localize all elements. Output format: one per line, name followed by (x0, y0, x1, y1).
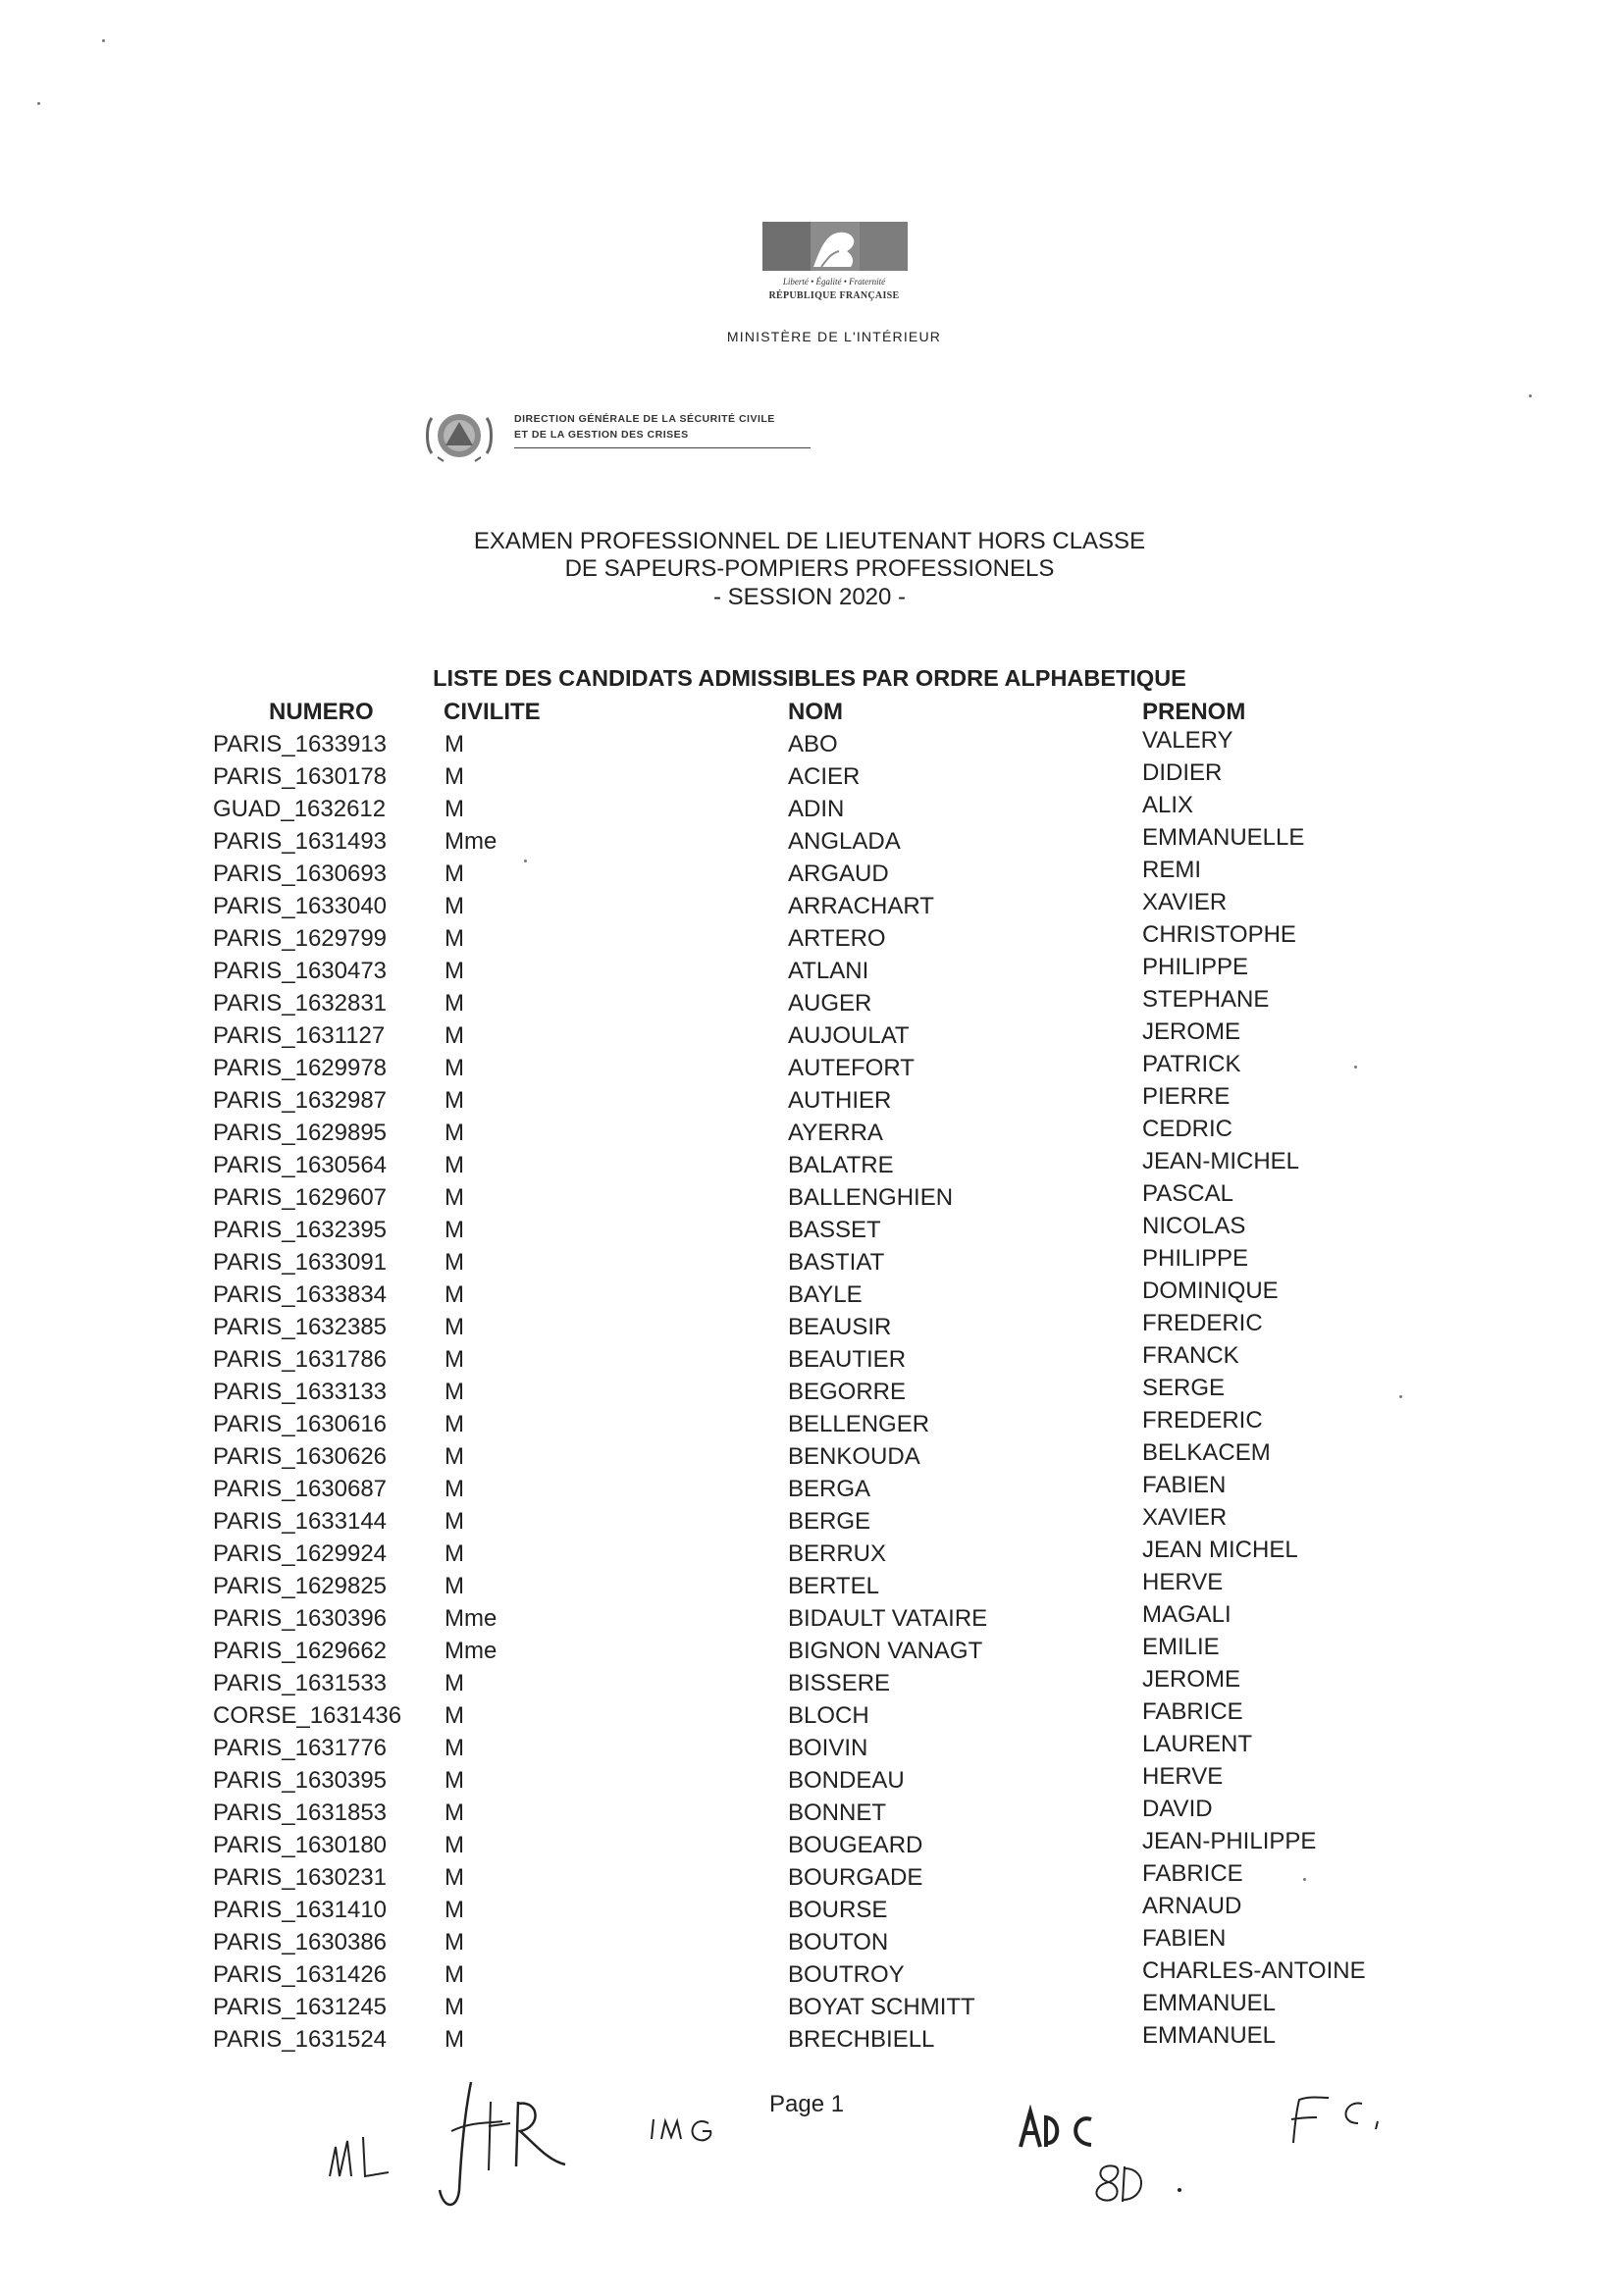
handwritten-signature-jfr (432, 2072, 579, 2219)
cell-nom: ABO (788, 731, 838, 757)
table-row (0, 1957, 1624, 1994)
cell-prenom: JEAN MICHEL (1142, 1537, 1298, 1563)
cell-numero: PARIS_1630396 (213, 1605, 388, 1632)
cell-numero: PARIS_1631493 (213, 828, 388, 855)
column-header-prenom: PRENOM (1142, 699, 1246, 725)
cell-civilite: M (445, 1281, 464, 1308)
cell-civilite: M (445, 763, 464, 790)
cell-numero: PARIS_1633913 (213, 731, 388, 757)
direction-line-1: DIRECTION GÉNÉRALE DE LA SÉCURITÉ CIVILE (514, 413, 775, 425)
table-row (0, 1051, 1624, 1087)
cell-nom: BIDAULT VATAIRE (788, 1605, 988, 1632)
cell-prenom: BELKACEM (1142, 1439, 1271, 1466)
cell-civilite: M (445, 1120, 464, 1146)
cell-civilite: M (445, 1346, 464, 1373)
cell-numero: PARIS_1630616 (213, 1411, 388, 1437)
table-row (0, 1828, 1624, 1864)
page-number: Page 1 (769, 2091, 845, 2117)
cell-numero: PARIS_1633133 (213, 1379, 388, 1405)
cell-prenom: PHILIPPE (1142, 954, 1249, 980)
column-header-civilite: CIVILITE (444, 699, 541, 725)
cell-nom: BERTEL (788, 1573, 879, 1599)
cell-nom: ARGAUD (788, 860, 889, 887)
cell-nom: BEGORRE (788, 1379, 907, 1405)
table-row (0, 1925, 1624, 1961)
table-row (0, 1504, 1624, 1540)
cell-numero: GUAD_1632612 (213, 796, 387, 822)
table-row (0, 986, 1624, 1022)
cell-prenom: EMMANUEL (1142, 1990, 1277, 2016)
cell-civilite: M (445, 1055, 464, 1081)
scan-speck (37, 102, 40, 105)
cell-nom: AUTHIER (788, 1087, 892, 1114)
table-row (0, 1277, 1624, 1314)
republique-label: RÉPUBLIQUE FRANÇAISE (768, 290, 900, 301)
cell-numero: PARIS_1631127 (213, 1022, 386, 1049)
table-row (0, 824, 1624, 860)
column-header-nom: NOM (788, 699, 843, 725)
republique-devise: Liberté • Égalité • Fraternité (782, 277, 886, 287)
cell-prenom: XAVIER (1142, 1504, 1228, 1531)
cell-nom: ANGLADA (788, 828, 901, 855)
cell-prenom: ALIX (1142, 792, 1194, 818)
table-row (0, 1860, 1624, 1897)
cell-prenom: FREDERIC (1142, 1407, 1263, 1434)
table-row (0, 1083, 1624, 1120)
cell-prenom: CHARLES-ANTOINE (1142, 1957, 1366, 1984)
cell-civilite: M (445, 1864, 464, 1891)
cell-civilite: M (445, 1799, 464, 1826)
cell-prenom: HERVE (1142, 1763, 1224, 1790)
cell-civilite: M (445, 1184, 464, 1211)
scan-speck (1303, 1878, 1306, 1881)
cell-nom: BONNET (788, 1799, 887, 1826)
cell-civilite: M (445, 1961, 464, 1988)
cell-nom: BERGA (788, 1476, 871, 1502)
cell-civilite: M (445, 1314, 464, 1340)
table-row (0, 2022, 1624, 2059)
cell-prenom: JEROME (1142, 1018, 1241, 1045)
cell-numero: PARIS_1632987 (213, 1087, 388, 1114)
cell-numero: PARIS_1631776 (213, 1735, 388, 1761)
scan-speck (1399, 1395, 1402, 1398)
ministere-label: MINISTÈRE DE L'INTÉRIEUR (726, 329, 942, 344)
cell-nom: BOUTROY (788, 1961, 905, 1988)
cell-civilite: M (445, 1735, 464, 1761)
cell-prenom: STEPHANE (1142, 986, 1270, 1013)
table-row (0, 727, 1624, 763)
cell-civilite: M (445, 1022, 464, 1049)
cell-nom: BERRUX (788, 1540, 887, 1567)
cell-nom: ACIER (788, 763, 861, 790)
cell-numero: PARIS_1631533 (213, 1670, 388, 1696)
cell-prenom: FABRICE (1142, 1698, 1243, 1725)
cell-prenom: PASCAL (1142, 1180, 1233, 1207)
republique-francaise-logo (762, 222, 908, 271)
cell-civilite: M (445, 990, 464, 1017)
cell-numero: PARIS_1630693 (213, 860, 388, 887)
cell-nom: BONDEAU (788, 1767, 905, 1794)
cell-prenom: CHRISTOPHE (1142, 921, 1296, 948)
cell-civilite: M (445, 1249, 464, 1276)
cell-civilite: M (445, 1152, 464, 1178)
scan-speck (102, 39, 105, 42)
table-row (0, 1731, 1624, 1767)
handwritten-initials-ml (324, 2119, 402, 2188)
cell-civilite: M (445, 1832, 464, 1858)
cell-numero: PARIS_1630231 (213, 1864, 388, 1891)
cell-prenom: DIDIER (1142, 759, 1223, 786)
cell-prenom: FABRICE (1142, 1860, 1243, 1887)
cell-nom: BENKOUDA (788, 1443, 920, 1470)
cell-nom: AUGER (788, 990, 872, 1017)
cell-prenom: JEAN-PHILIPPE (1142, 1828, 1317, 1854)
cell-civilite: M (445, 1897, 464, 1923)
cell-numero: PARIS_1629662 (213, 1638, 388, 1664)
cell-nom: BALLENGHIEN (788, 1184, 954, 1211)
table-row (0, 1310, 1624, 1346)
cell-prenom: VALERY (1142, 727, 1233, 754)
document-title-line-2: DE SAPEURS-POMPIERS PROFESSIONELS (564, 555, 1055, 582)
cell-nom: BEAUSIR (788, 1314, 892, 1340)
cell-prenom: REMI (1142, 857, 1201, 883)
cell-numero: PARIS_1629924 (213, 1540, 388, 1567)
cell-prenom: NICOLAS (1142, 1213, 1246, 1239)
cell-numero: PARIS_1633091 (213, 1249, 388, 1276)
cell-nom: ARRACHART (788, 893, 934, 919)
cell-prenom: FABIEN (1142, 1925, 1227, 1952)
cell-prenom: FABIEN (1142, 1472, 1227, 1498)
cell-prenom: EMILIE (1142, 1634, 1220, 1660)
cell-nom: ATLANI (788, 958, 869, 984)
cell-prenom: ARNAUD (1142, 1893, 1242, 1919)
table-row (0, 1569, 1624, 1605)
scan-speck (524, 860, 527, 862)
scan-speck (1354, 1066, 1357, 1069)
cell-prenom: XAVIER (1142, 889, 1228, 915)
cell-numero: CORSE_1631436 (213, 1702, 402, 1729)
cell-numero: PARIS_1633144 (213, 1508, 388, 1535)
table-row (0, 1990, 1624, 2026)
table-row (0, 1116, 1624, 1152)
cell-civilite: M (445, 1476, 464, 1502)
handwritten-initials-adc (1017, 2104, 1105, 2153)
cell-numero: PARIS_1632395 (213, 1217, 388, 1243)
cell-numero: PARIS_1631853 (213, 1799, 388, 1826)
cell-prenom: LAURENT (1142, 1731, 1253, 1757)
cell-prenom: DOMINIQUE (1142, 1277, 1279, 1304)
cell-nom: BOURSE (788, 1897, 888, 1923)
cell-nom: BEAUTIER (788, 1346, 907, 1373)
cell-prenom: EMMANUELLE (1142, 824, 1305, 851)
scan-speck (1529, 394, 1532, 397)
cell-numero: PARIS_1630178 (213, 763, 388, 790)
securite-civile-logo (420, 404, 498, 467)
cell-civilite: M (445, 1702, 464, 1729)
cell-numero: PARIS_1630180 (213, 1832, 388, 1858)
cell-nom: BISSERE (788, 1670, 891, 1696)
cell-numero: PARIS_1631786 (213, 1346, 388, 1373)
table-row (0, 857, 1624, 893)
cell-prenom: FRANCK (1142, 1342, 1239, 1369)
cell-civilite: M (445, 1508, 464, 1535)
column-header-numero: NUMERO (269, 699, 374, 725)
table-row (0, 1245, 1624, 1281)
cell-numero: PARIS_1629978 (213, 1055, 388, 1081)
cell-civilite: Mme (445, 828, 498, 855)
table-row (0, 954, 1624, 990)
cell-nom: BERGE (788, 1508, 871, 1535)
cell-civilite: M (445, 1087, 464, 1114)
direction-divider (514, 447, 811, 448)
table-row (0, 1342, 1624, 1379)
cell-civilite: M (445, 1540, 464, 1567)
cell-nom: BASSET (788, 1217, 881, 1243)
cell-civilite: M (445, 1929, 464, 1955)
cell-numero: PARIS_1629895 (213, 1120, 388, 1146)
cell-numero: PARIS_1633834 (213, 1281, 388, 1308)
cell-civilite: M (445, 1217, 464, 1243)
cell-nom: BOYAT SCHMITT (788, 1994, 975, 2020)
cell-prenom: SERGE (1142, 1375, 1226, 1401)
cell-numero: PARIS_1630473 (213, 958, 388, 984)
cell-civilite: Mme (445, 1638, 498, 1664)
table-row (0, 1634, 1624, 1670)
cell-prenom: DAVID (1142, 1796, 1213, 1822)
cell-prenom: MAGALI (1142, 1601, 1231, 1628)
cell-nom: BOUGEARD (788, 1832, 923, 1858)
cell-numero: PARIS_1632831 (213, 990, 388, 1017)
cell-prenom: EMMANUEL (1142, 2022, 1277, 2049)
cell-prenom: FREDERIC (1142, 1310, 1263, 1336)
cell-numero: PARIS_1630687 (213, 1476, 388, 1502)
table-row (0, 1601, 1624, 1638)
table-row (0, 1698, 1624, 1735)
cell-prenom: PHILIPPE (1142, 1245, 1249, 1272)
cell-nom: BALATRE (788, 1152, 894, 1178)
cell-civilite: Mme (445, 1605, 498, 1632)
cell-civilite: M (445, 1411, 464, 1437)
cell-numero: PARIS_1629607 (213, 1184, 388, 1211)
table-row (0, 921, 1624, 958)
handwritten-mark-8d (1085, 2157, 1193, 2212)
cell-nom: BAYLE (788, 1281, 863, 1308)
cell-nom: BIGNON VANAGT (788, 1638, 983, 1664)
cell-civilite: M (445, 958, 464, 984)
cell-nom: BOURGADE (788, 1864, 923, 1891)
cell-prenom: HERVE (1142, 1569, 1224, 1595)
table-row (0, 1180, 1624, 1217)
cell-nom: BLOCH (788, 1702, 869, 1729)
cell-nom: BOIVIN (788, 1735, 868, 1761)
handwritten-initials-mg (648, 2110, 726, 2149)
cell-civilite: M (445, 2026, 464, 2053)
cell-numero: PARIS_1632385 (213, 1314, 388, 1340)
cell-numero: PARIS_1630626 (213, 1443, 388, 1470)
document-title-line-1: EXAMEN PROFESSIONNEL DE LIEUTENANT HORS CLASSE (473, 528, 1146, 554)
cell-civilite: M (445, 860, 464, 887)
cell-nom: BELLENGER (788, 1411, 930, 1437)
cell-numero: PARIS_1631410 (213, 1897, 388, 1923)
table-row (0, 1796, 1624, 1832)
cell-civilite: M (445, 796, 464, 822)
cell-civilite: M (445, 1443, 464, 1470)
table-row (0, 1763, 1624, 1799)
cell-civilite: M (445, 1994, 464, 2020)
table-row (0, 1213, 1624, 1249)
cell-civilite: M (445, 893, 464, 919)
direction-line-2: ET DE LA GESTION DES CRISES (514, 429, 689, 441)
cell-prenom: JEAN-MICHEL (1142, 1148, 1300, 1174)
table-row (0, 759, 1624, 796)
cell-numero: PARIS_1630395 (213, 1767, 388, 1794)
cell-nom: AYERRA (788, 1120, 883, 1146)
table-row (0, 792, 1624, 828)
cell-prenom: JEROME (1142, 1666, 1241, 1693)
cell-civilite: M (445, 1670, 464, 1696)
table-row (0, 1439, 1624, 1476)
cell-nom: BRECHBIELL (788, 2026, 935, 2053)
list-title: LISTE DES CANDIDATS ADMISSIBLES PAR ORDRE ALPHABETIQUE (433, 665, 1186, 691)
table-row (0, 1375, 1624, 1411)
handwritten-initials-fc (1285, 2090, 1393, 2149)
cell-numero: PARIS_1631426 (213, 1961, 388, 1988)
table-row (0, 1537, 1624, 1573)
table-row (0, 1666, 1624, 1702)
cell-numero: PARIS_1630386 (213, 1929, 388, 1955)
cell-numero: PARIS_1633040 (213, 893, 388, 919)
table-row (0, 1018, 1624, 1055)
cell-prenom: PIERRE (1142, 1083, 1231, 1110)
cell-civilite: M (445, 1379, 464, 1405)
cell-civilite: M (445, 1767, 464, 1794)
cell-civilite: M (445, 925, 464, 952)
cell-nom: ADIN (788, 796, 845, 822)
cell-numero: PARIS_1631245 (213, 1994, 388, 2020)
cell-civilite: M (445, 1573, 464, 1599)
cell-prenom: PATRICK (1142, 1051, 1241, 1077)
table-row (0, 1472, 1624, 1508)
table-row (0, 1893, 1624, 1929)
cell-numero: PARIS_1630564 (213, 1152, 388, 1178)
cell-prenom: CEDRIC (1142, 1116, 1233, 1142)
cell-nom: BASTIAT (788, 1249, 885, 1276)
table-row (0, 1407, 1624, 1443)
cell-numero: PARIS_1629799 (213, 925, 388, 952)
cell-nom: AUTEFORT (788, 1055, 915, 1081)
document-title-session: - SESSION 2020 - (712, 584, 907, 610)
cell-numero: PARIS_1629825 (213, 1573, 388, 1599)
table-row (0, 1148, 1624, 1184)
cell-numero: PARIS_1631524 (213, 2026, 388, 2053)
cell-nom: ARTERO (788, 925, 886, 952)
cell-civilite: M (445, 731, 464, 757)
table-row (0, 889, 1624, 925)
cell-nom: AUJOULAT (788, 1022, 910, 1049)
cell-nom: BOUTON (788, 1929, 889, 1955)
